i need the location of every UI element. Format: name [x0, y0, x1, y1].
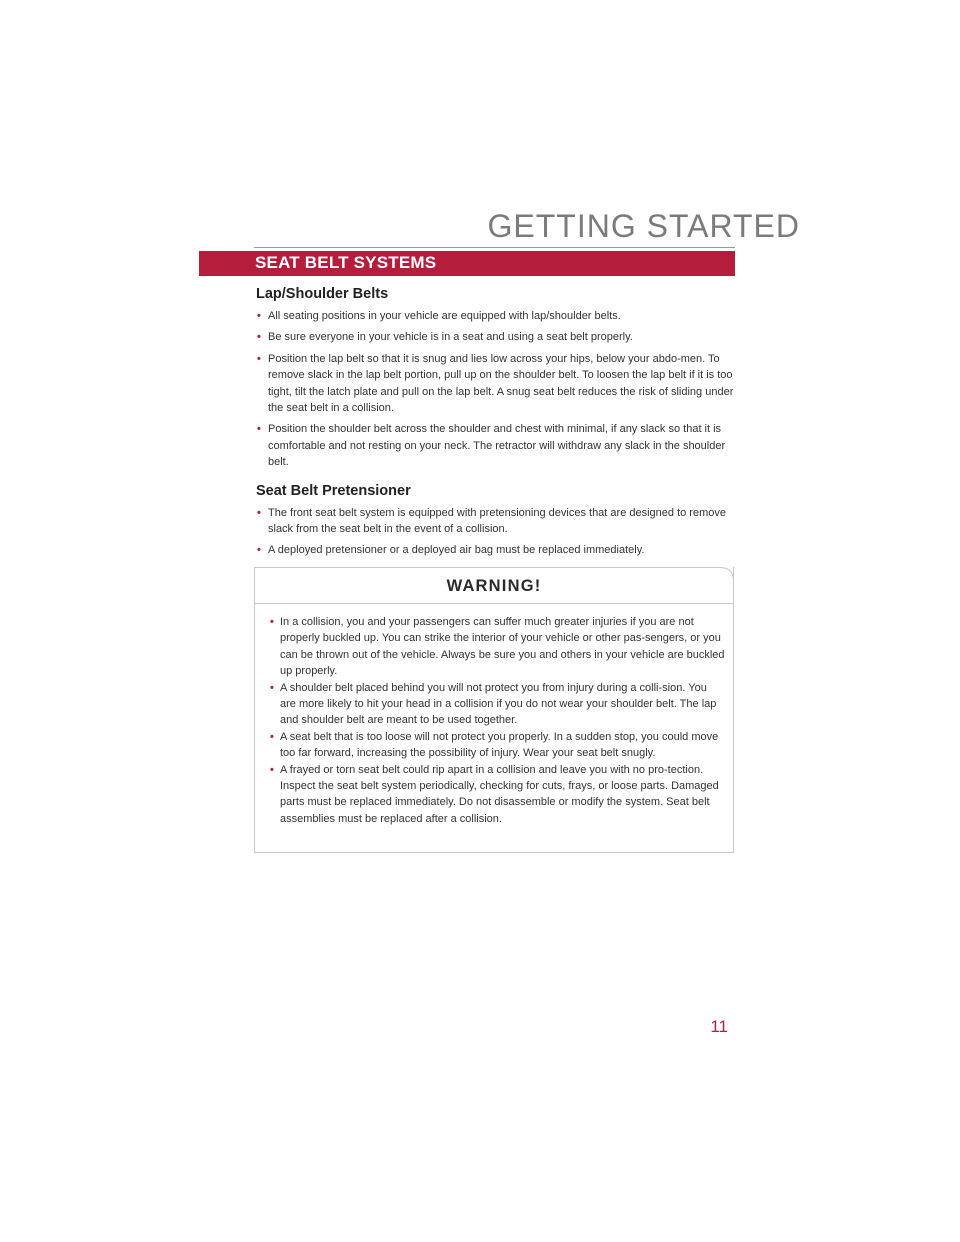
list-item: • A seat belt that is too loose will not protect you properly. In a sudden stop, you could move too far forward, increasing the possibility of injury. Wear your seat belt snugly. [270, 730, 719, 760]
bullet-icon: • [257, 423, 261, 436]
bullet-icon: • [257, 331, 261, 344]
bullet-icon: • [270, 763, 274, 776]
section-rule [254, 247, 735, 248]
warning-box [254, 567, 734, 853]
bullet-icon: • [257, 352, 261, 365]
lap-shoulder-list [256, 308, 738, 471]
list-item: • A frayed or torn seat belt could rip apart in a collision and leave you with no pro-tection. Inspect the seat belt system periodically, checking for cuts, frays, or loose parts. Damaged parts must be replaced immediately. Do not disassemble or modify the system. Seat belt assemblies must be replaced after a collision. [270, 763, 719, 825]
bullet-icon: • [257, 544, 261, 557]
list-item: • Position the shoulder belt across the shoulder and chest with minimal, if any slack so that it is comfortable and not resting on your neck. The retractor will withdraw any slack in the shoulder belt. [257, 423, 726, 469]
pretensioner-heading: Seat Belt Pretensioner [256, 482, 411, 499]
main-content [256, 286, 738, 564]
section-banner [199, 251, 735, 276]
bullet-icon: • [270, 616, 274, 628]
list-item: • All seating positions in your vehicle are equipped with lap/shoulder belts. [256, 308, 738, 324]
page-number: 11 [710, 1017, 728, 1036]
list-item: • Position the lap belt so that it is snug and lies low across your hips, below your abdo-men. To remove slack in the lap belt portion, pull up on the shoulder belt. To loosen the lap belt if it is too tight, tilt the latch plate and pull on the lap belt. A snug seat belt reduces the risk of sliding under the seat belt in a collision. [257, 352, 734, 415]
warning-title: WARNING! [446, 577, 542, 595]
section-header: GETTING STARTED [487, 208, 800, 244]
warning-list [270, 614, 725, 827]
bullet-icon: • [270, 681, 274, 694]
bullet-icon: • [270, 730, 274, 743]
warning-box-top-border [254, 567, 722, 568]
banner-title: SEAT BELT SYSTEMS [255, 253, 437, 272]
list-item: • Be sure everyone in your vehicle is in a seat and using a seat belt properly. [256, 329, 738, 345]
list-item: • The front seat belt system is equipped with pretensioning devices that are designed to remove slack from the seat belt in the event of a collision. [257, 506, 726, 536]
bullet-icon: • [257, 506, 261, 519]
lap-shoulder-heading: Lap/Shoulder Belts [256, 286, 389, 302]
list-item: • A deployed pretensioner or a deployed air bag must be replaced immediately. [256, 542, 738, 558]
pretensioner-list [256, 505, 738, 559]
bullet-icon: • [257, 310, 261, 322]
list-item: • In a collision, you and your passengers can suffer much greater injuries if you are not properly buckled up. You can strike the interior of your vehicle or other pas-sengers, or you can be thrown out of the vehicle. Always be sure you and others in your vehicle are buckled up properly. [270, 616, 725, 678]
warning-divider [255, 603, 733, 604]
list-item: • A shoulder belt placed behind you will not protect you from injury during a colli-sion. You are more likely to hit your head in a collision if you do not wear your shoulder belt. The lap and shoulder belt are meant to be used together. [270, 681, 717, 727]
